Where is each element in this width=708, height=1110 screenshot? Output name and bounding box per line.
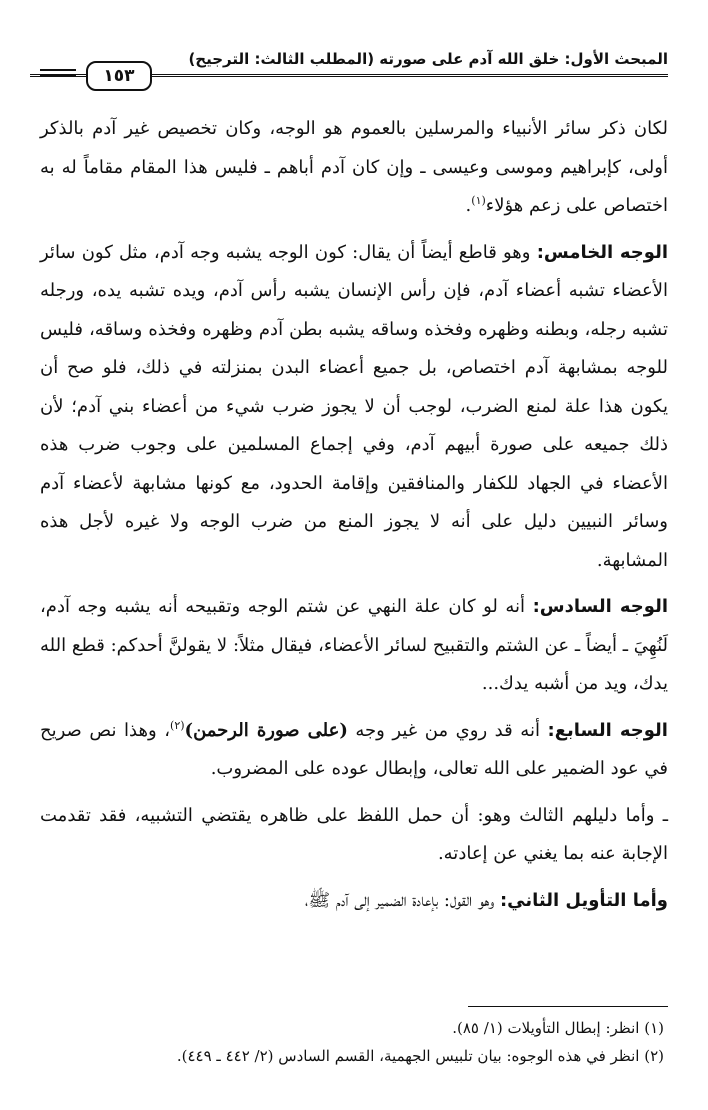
section-label: الوجه السادس:	[532, 596, 668, 617]
section-label: الوجه الخامس:	[536, 241, 668, 263]
main-text	[40, 110, 668, 928]
paragraph-fifth-aspect: الوجه الخامس: وهو قاطع أيضاً أن يقال: كون الوجه يشبه وجه آدم، مثل كون سائر الأعضاء تشبه أعضاء آدم، فإن رأس الإنسان يشبه رأس آدم، ويده تشبه يده، ورجله تشبه رجله، وبطنه وظهره وفخذه وساقه يشبه بطن آدم وظهره وفخذه وساقه، فليس للوجه بمشابهة آدم اختصاص، بل جميع أعضاء البدن بمنزلته في ذلك، فلو صح أن يكون هذا علة لمنع الضرب، لوجب أن لا يجوز ضرب شيء من أعضاء بني آدم؛ لأن ذلك جميعه على صورة أبيهم آدم، وفي إجماع المسلمين على وجوب ضرب هذه الأعضاء في الجهاد للكفار والمنافقين وإقامة الحدود، مع كونها مشابهة لأعضاء آدم وسائر النبيين دليل على أنه لا يجوز المنع من ضرب الوجه ولا غيره لأجل هذه المشابهة.	[40, 241, 668, 571]
section-label: وأما التأويل الثاني:	[499, 889, 668, 911]
paragraph-sixth-aspect: الوجه السادس: أنه لو كان علة النهي عن شتم الوجه وتقبيحه أنه يشبه وجه آدم، لَنُهِيَ ـ أيضاً ـ عن الشتم والتقبيح لسائر الأعضاء، فيقال مثلاً: لا يقولنَّ أحدكم: قطع الله يدك، ويد من أشبه يدك...	[40, 596, 668, 694]
header-ornament	[40, 69, 76, 81]
running-title: المبحث الأول: خلق الله آدم على صورته (المطلب الثالث: الترجيح)	[188, 50, 668, 68]
footnote-2: (٢) انظر في هذه الوجوه: بيان تلبيس الجهمية، القسم السادس (٢/ ٤٤٢ ـ ٤٤٩).	[176, 1047, 664, 1065]
paragraph-seventh-aspect: الوجه السابع: أنه قد روي من غير وجه (على صورة الرحمن)$^{(٢)}$، وهذا نص صريح في عود الضمير على الله تعالى، وإبطال عوده على المضروب.	[40, 718, 668, 779]
paragraph-third-argument: ـ وأما دليلهم الثالث وهو: أن حمل اللفظ على ظاهره يقتضي التشبيه، فقد تقدمت الإجابة عنه بما يغني عن إعادته.	[40, 804, 668, 864]
paragraph-second-interpretation: وأما التأويل الثاني: وهو القول: بإعادة الضمير إلى آدم ﷺ،	[304, 889, 668, 911]
footnote-separator	[468, 1006, 668, 1007]
quoted-phrase: (على صورة الرحمن)	[184, 719, 348, 741]
footnote-ref-1[interactable]: (١)	[471, 194, 486, 207]
section-label: الوجه السابع:	[547, 719, 668, 741]
footnote-ref-2[interactable]: (٢)	[170, 718, 185, 732]
footnote-1: (١) انظر: إبطال التأويلات (١/ ٨٥).	[452, 1019, 664, 1037]
paragraph-1: لكان ذكر سائر الأنبياء والمرسلين بالعموم هو الوجه، وكان تخصيص غير آدم بالذكر أولى، كإبراهيم وموسى وعيسى ـ وإن كان آدم أباهم ـ فليس هذا المقام مقاماً له به اختصاص على زعم هؤلاء$^{(١)}$.	[40, 118, 668, 216]
footnotes	[40, 1014, 664, 1070]
page-number: ١٥٣	[86, 61, 152, 91]
